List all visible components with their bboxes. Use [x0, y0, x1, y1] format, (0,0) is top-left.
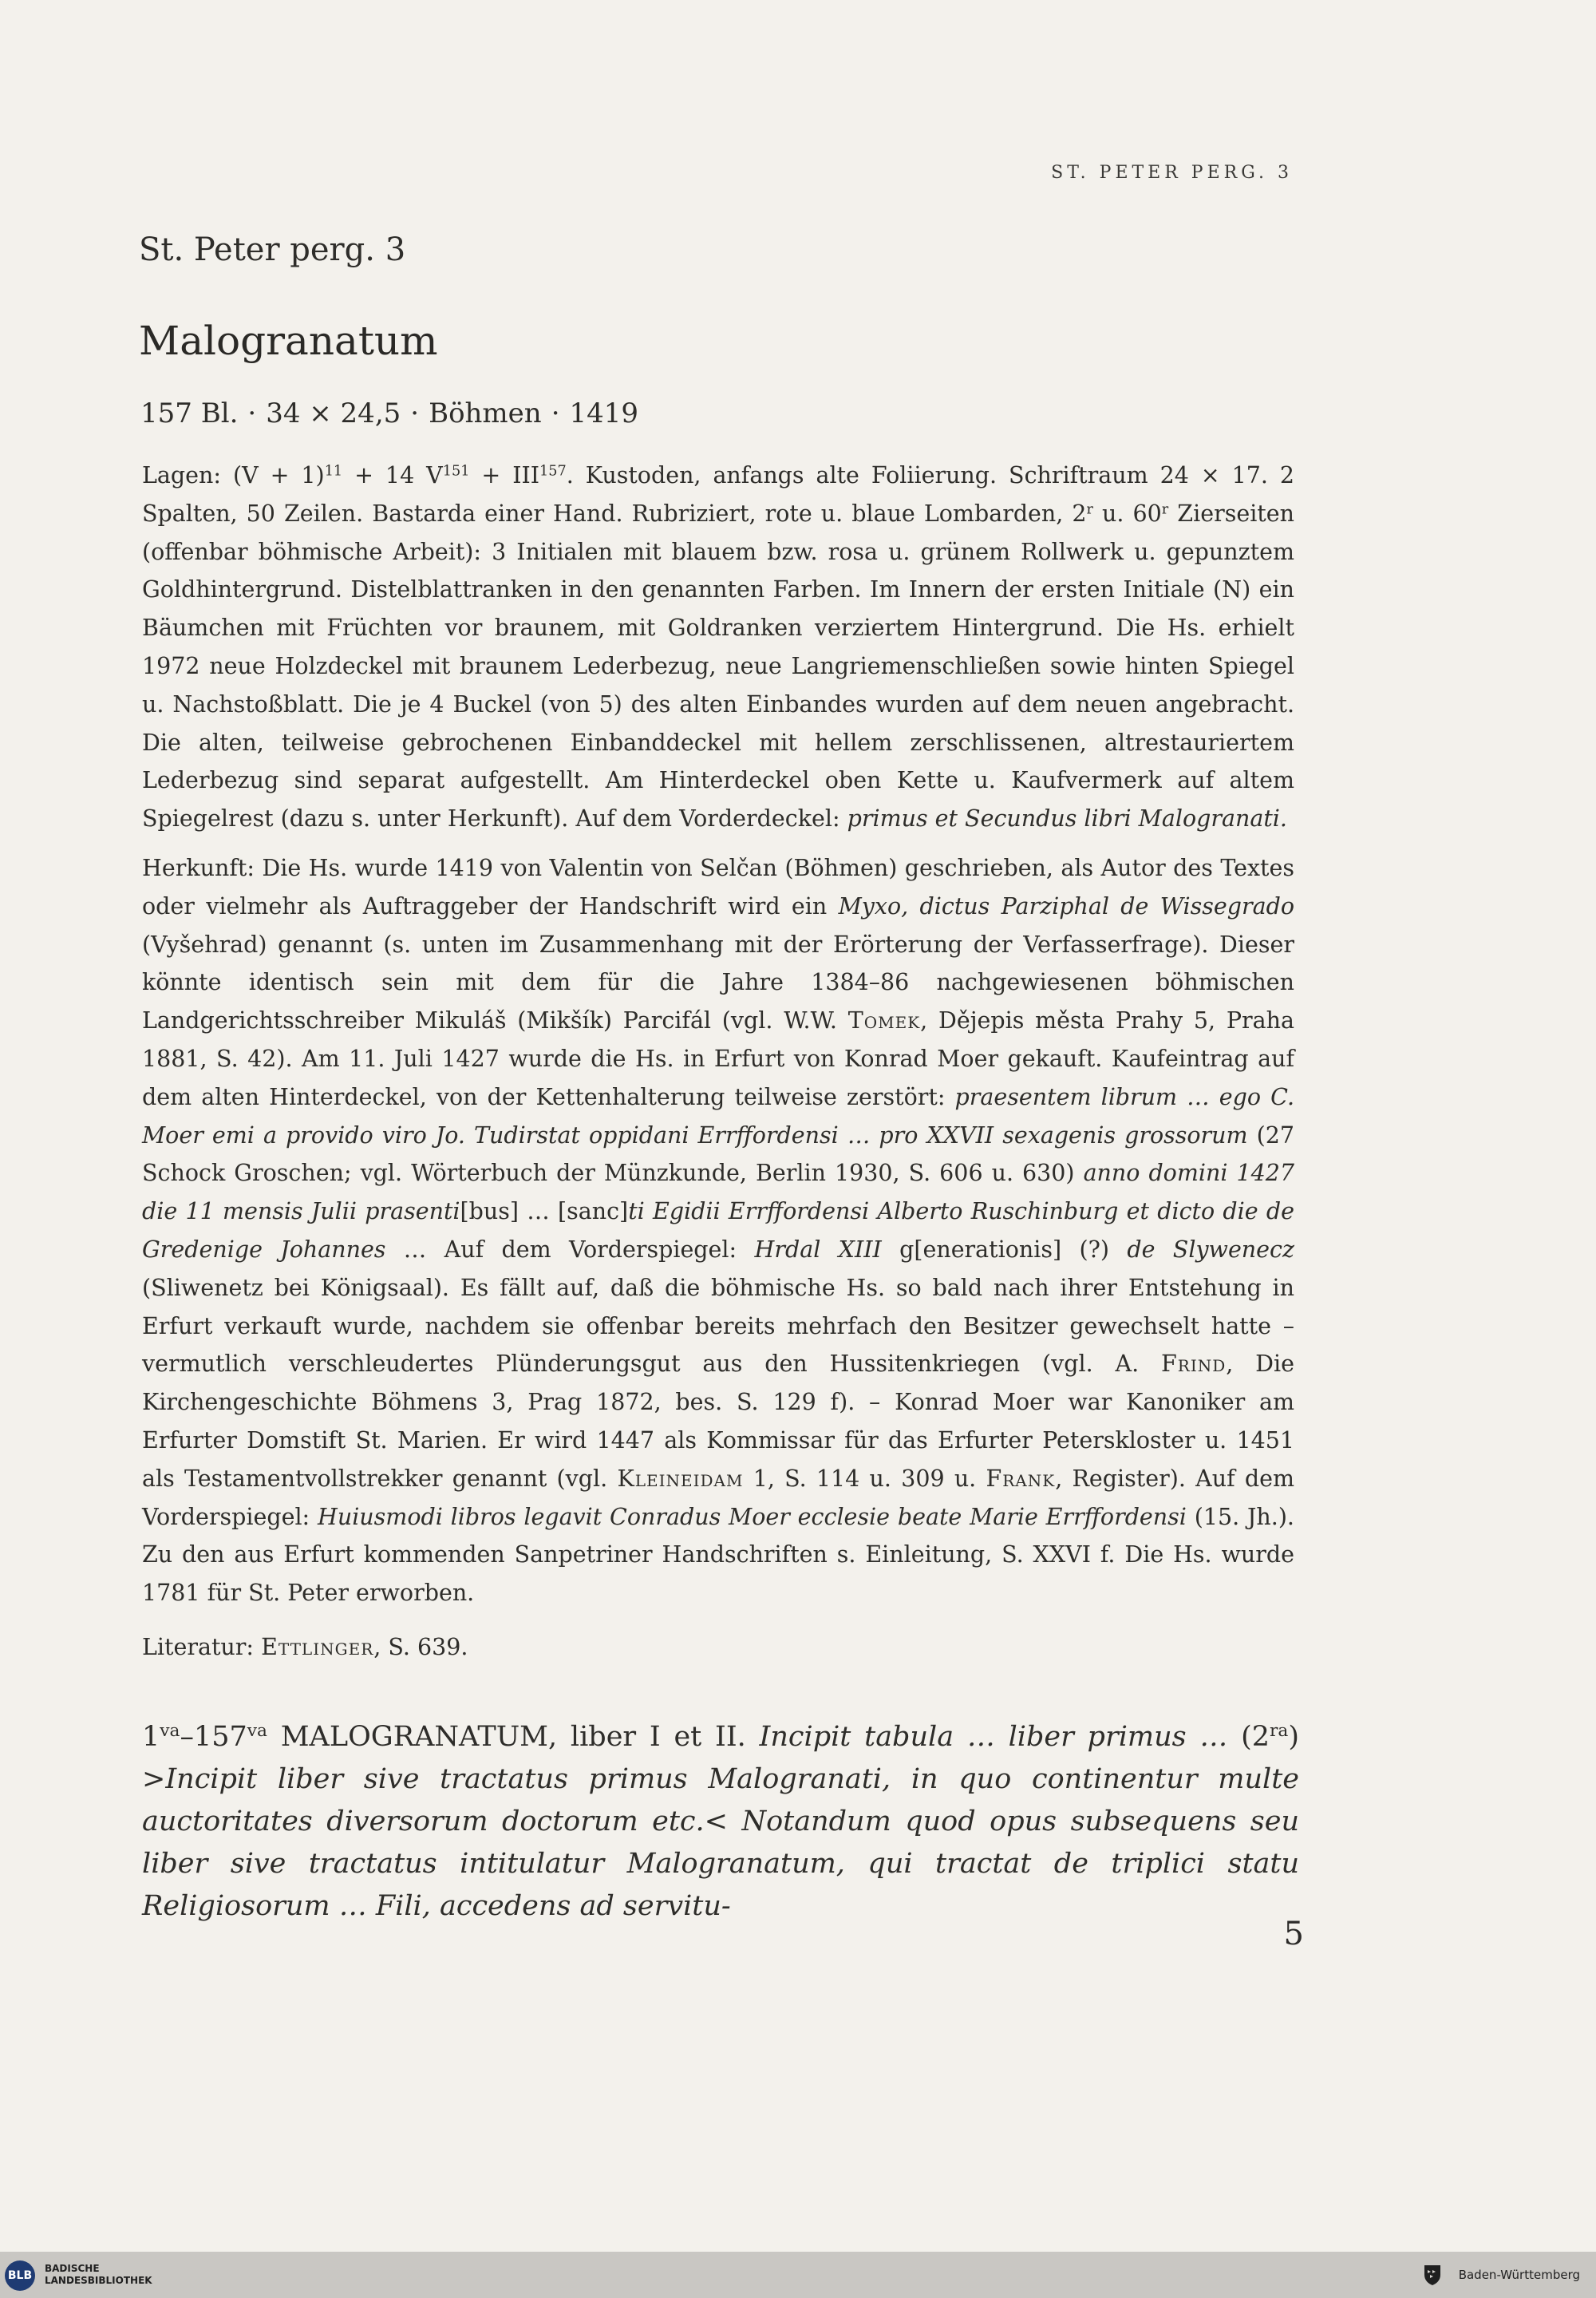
text-run: , Dějepis města Prahy 5, Praha 1881, S. 42). Am 11. Juli 1427 wurde die Hs. in Erfurt von Konrad Moer gekauft. Kaufeintrag auf dem alten Hinterdeckel, von der Kettenhalterung teilweise zerstört:	[142, 1007, 1294, 1110]
lagen-label: Lagen:	[142, 462, 221, 488]
superscript: r	[1161, 501, 1169, 518]
state-name[interactable]: Baden-Württemberg	[1458, 2268, 1580, 2282]
italic-run: Myxo, dictus Parziphal de Wissegrado	[838, 892, 1295, 920]
italic-run: anno domini 1427 die 11 mensis Julii prasenti	[142, 1160, 1294, 1225]
text-run: , Die Kirchengeschichte Böhmens 3, Prag 1872, bes. S. 129 f). – Konrad Moer war Kanoniker am Erfurter Domstift St. Marien. Er wird 1447 als Kommissar für das Erfurter Peterskloster u. 1451 als Testamentvollstrekker genannt (vgl.	[142, 1351, 1295, 1492]
literatur-label: Literatur:	[142, 1634, 255, 1660]
small-caps-run: Kleineidam	[617, 1465, 744, 1492]
italic-run: Huiusmodi libros legavit Conradus Moer ecclesie beate Marie Errffordensi	[317, 1503, 1187, 1530]
separator-dot: ·	[551, 398, 560, 429]
lagen-paragraph	[142, 457, 1294, 838]
text-run: (V + 1)	[232, 462, 325, 488]
text-run: u. 60	[1092, 500, 1162, 527]
small-caps-run: Ettlinger	[261, 1634, 374, 1660]
folio-ref: –157	[180, 1721, 247, 1753]
text-run: + III	[469, 462, 539, 488]
page-number: 5	[1283, 1916, 1304, 1952]
text-run: , S. 639.	[373, 1634, 468, 1660]
text-run: Zierseiten (offenbar böhmische Arbeit): 3 Initialen mit blauem bzw. rosa u. grünem Rollwerk u. gepunztem Goldhintergrund. Distelblattranken in den genannten Farben. Im Innern der ersten Initiale (N) ein Bäumchen mit Früchten vor braunem, mit Goldranken verziertem Hintergrund. Die Hs. erhielt 1972 neue Holzdeckel mit braunem Lederbezug, neue Langriemenschließen sowie hinten Spiegel u. Nachstoßblatt. Die je 4 Buckel (von 5) des alten Einbandes wurden auf dem neuen angebracht. Die alten, teilweise gebrochenen Einbanddeckel mit hellem zerschlissenen, altrestauriertem Lederbezug sind separat aufgestellt. Am Hinterdeckel oben Kette u. Kaufvermerk auf altem Spiegelrest (dazu s. unter Herkunft). Auf dem Vorderdeckel:	[142, 500, 1294, 833]
literatur-paragraph	[142, 1628, 1294, 1667]
text-run: g[enerationis] (?)	[881, 1236, 1128, 1263]
dimensions: 34 × 24,5	[266, 398, 401, 429]
folio-ref: 1	[142, 1721, 160, 1753]
text-run: <	[704, 1806, 742, 1837]
italic-run: primus et Secundus libri Malogranati.	[847, 805, 1287, 833]
footer-bar	[0, 2252, 1596, 2298]
superscript: va	[160, 1721, 180, 1742]
running-head: ST. PETER PERG. 3	[1051, 163, 1293, 183]
text-run: [bus] … [sanc]	[460, 1198, 629, 1225]
italic-run: Incipit tabula … liber primus …	[759, 1721, 1228, 1753]
text-run: + 14 V	[342, 462, 443, 488]
contents-entry	[142, 1716, 1299, 1928]
small-caps-run: Frank	[986, 1465, 1056, 1492]
italic-run: ti Egidii Errffordensi Alberto Ruschinburg et dicto die de Gredenige Johannes	[142, 1198, 1294, 1263]
italic-run: Notandum quod opus subsequens seu liber sive tractatus intitulatur Malogranatum, qui tractat de triplici statu Religiosorum … Fili, accedens ad servitu-	[142, 1806, 1299, 1922]
superscript: va	[247, 1721, 267, 1742]
italic-run: de Slywenecz	[1127, 1236, 1295, 1263]
text-run: Die Hs. wurde 1419 von Valentin von Selčan (Böhmen) geschrieben, als Autor des Textes oder vielmehr als Auftraggeber der Handschrift wird ein	[142, 855, 1294, 920]
separator-dot: ·	[247, 398, 257, 429]
italic-run: Incipit liber sive tractatus primus Malogranati, in quo continentur multe auctoritates diversorum doctorum etc.	[142, 1763, 1299, 1837]
superscript: ra	[1270, 1721, 1289, 1742]
italic-run: Hrdal XIII	[754, 1236, 882, 1263]
superscript: 151	[442, 463, 470, 480]
text-run: ) >	[142, 1721, 1299, 1795]
origin: Böhmen	[429, 398, 542, 429]
page-title: Malogranatum	[139, 318, 438, 364]
text-run: (Vyšehrad) genannt (s. unten im Zusammenhang mit der Erörterung der Verfasserfrage). Dieser könnte identisch sein mit dem für die Jahre 1384–86 nachgewiesenen böhmischen Landgerichtsschreiber Mikuláš (Mikšík) Parcifál (vgl. W.W.	[142, 931, 1294, 1034]
text-run: MALOGRANATUM, liber I et II.	[267, 1721, 760, 1753]
herkunft-paragraph	[142, 849, 1294, 1612]
baden-wuerttemberg-crest-icon[interactable]	[1420, 2263, 1444, 2287]
small-caps-run: Tomek	[847, 1007, 921, 1034]
italic-run: praesentem librum … ego C. Moer emi a provido viro Jo. Tudirstat oppidani Errffordensi … pro XXVII sexagenis grossorum	[142, 1083, 1295, 1149]
text-run: (Sliwenetz bei Königsaal). Es fällt auf, daß die böhmische Hs. so bald nach ihrer Entstehung in Erfurt verkauft wurde, nachdem sie offenbar bereits mehrfach den Besitzer gewechselt hatte – vermutlich verschleudertes Plünderungsgut aus den Hussitenkriegen (vgl. A.	[142, 1274, 1294, 1378]
separator-dot: ·	[410, 398, 420, 429]
signature-heading: St. Peter perg. 3	[139, 231, 406, 268]
blb-logo-icon[interactable]: BLB	[5, 2260, 35, 2291]
text-run: (15. Jh.). Zu den aus Erfurt kommenden Sanpetriner Handschriften s. Einleitung, S. XXVI f. Die Hs. wurde 1781 für St. Peter erworben.	[142, 1503, 1294, 1607]
metadata-line	[140, 398, 638, 429]
library-name[interactable]	[45, 2263, 152, 2287]
small-caps-run: Frind	[1160, 1351, 1227, 1378]
leaf-count: 157 Bl.	[140, 398, 239, 429]
year: 1419	[569, 398, 639, 429]
text-run: … Auf dem Vorderspiegel:	[385, 1236, 755, 1263]
superscript: 157	[539, 463, 567, 480]
superscript: r	[1086, 501, 1093, 518]
herkunft-label: Herkunft:	[142, 855, 255, 881]
text-run: 1, S. 114 u. 309 u.	[743, 1465, 986, 1492]
superscript: 11	[324, 463, 343, 480]
text-run: , Register). Auf dem Vorderspiegel:	[142, 1465, 1294, 1530]
text-run: (2	[1227, 1721, 1270, 1753]
library-name-line1: BADISCHE	[45, 2263, 100, 2274]
text-run: (27 Schock Groschen; vgl. Wörterbuch der Münzkunde, Berlin 1930, S. 606 u. 630)	[142, 1121, 1295, 1187]
library-name-line2: LANDESBIBLIOTHEK	[45, 2275, 152, 2286]
text-run: . Kustoden, anfangs alte Foliierung. Schriftraum 24 × 17. 2 Spalten, 50 Zeilen. Bastarda einer Hand. Rubriziert, rote u. blaue Lombarden, 2	[142, 462, 1295, 527]
